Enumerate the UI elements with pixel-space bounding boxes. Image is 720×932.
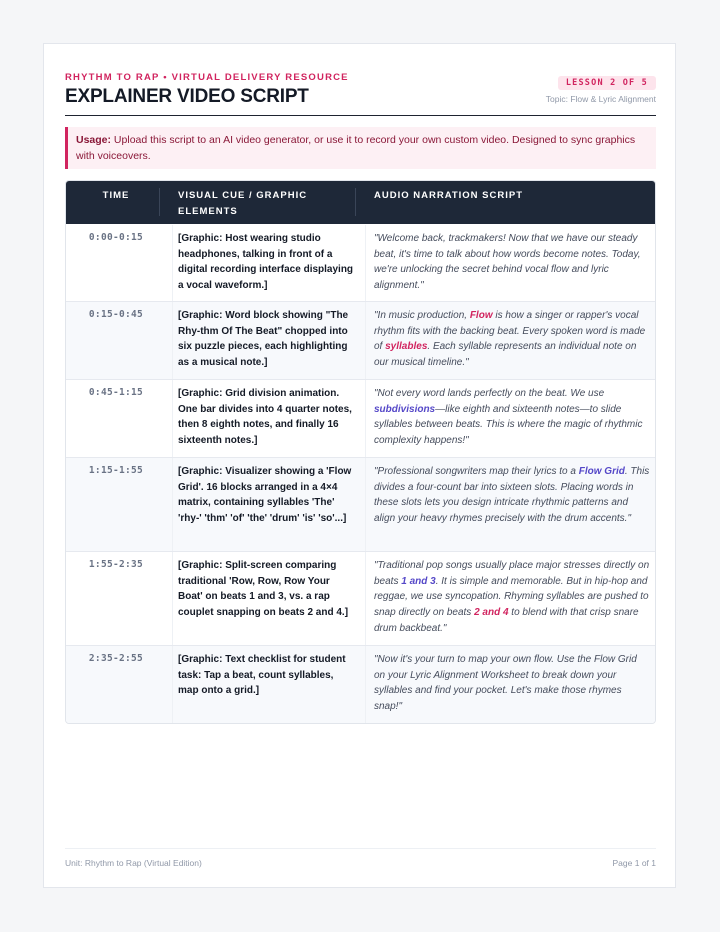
- time-cell: 0:15-0:45: [88, 309, 144, 320]
- table-row: [66, 302, 656, 380]
- cell-divider: [365, 552, 366, 646]
- topic-label: Topic: Flow & Lyric Alignment: [545, 94, 656, 104]
- visual-cue-cell: [Graphic: Visualizer showing a 'Flow Grid'. 16 blocks arranged in a 4×4 matrix, containing syllables 'The' 'rhy-' 'thm' 'of' 'the' 'drum' 'is' 'so'...]: [178, 466, 352, 525]
- table-row: [66, 380, 656, 458]
- footer-divider: [65, 848, 656, 849]
- narration-text: is how a singer or rapper's vocal rhythm fits with the backing beat. Every spoken word is made of: [374, 310, 646, 353]
- narration-text: . It is simple and memorable. But in hip-hop and reggae, we use syncopation. Rhyming syllables are pushed to snap directly on beats: [374, 575, 649, 619]
- time-cell: 1:55-2:35: [88, 559, 144, 570]
- narration-text: "Professional songwriters map their lyrics to a: [374, 466, 579, 477]
- narration-text: "Traditional pop songs usually place major stresses directly on beats: [374, 560, 650, 587]
- kicker: RHYTHM TO RAP • VIRTUAL DELIVERY RESOURCE: [65, 72, 349, 83]
- header-time: TIME: [102, 190, 130, 201]
- cell-divider: [172, 646, 173, 724]
- narration-cell: [374, 231, 650, 294]
- visual-cue-cell: [Graphic: Split-screen comparing traditional 'Row, Row, Row Your Boat' on beats 1 and 3, vs. a rap couplet snapping on beats 2 and 4.]: [178, 560, 349, 619]
- header-audio: AUDIO NARRATION SCRIPT: [374, 190, 524, 201]
- cell-divider: [365, 380, 366, 458]
- page-title: EXPLAINER VIDEO SCRIPT: [65, 86, 309, 107]
- highlighted-term: subdivisions: [374, 403, 436, 415]
- table-header: [66, 181, 656, 224]
- table-row: [66, 646, 656, 724]
- time-cell: 0:00-0:15: [88, 232, 144, 243]
- usage-label: Usage:: [76, 134, 112, 146]
- highlighted-term: syllables: [385, 341, 428, 353]
- cell-divider: [172, 380, 173, 458]
- narration-text: "Welcome back, trackmakers! Now that we have our steady beat, it's time to talk about how words become notes. Today, we're unlocking the secret behind vocal flow and lyric alignment.": [374, 233, 641, 292]
- highlighted-term: Flow: [469, 310, 493, 321]
- header-divider-2: [355, 188, 356, 216]
- usage-callout: [65, 127, 656, 169]
- visual-cue-cell: [Graphic: Grid division animation. One bar divides into 4 quarter notes, then 8 eighth notes, and finally 16 sixteenth notes.]: [178, 388, 352, 447]
- table-row: [66, 552, 656, 646]
- highlighted-term: 1 and 3: [401, 575, 436, 587]
- cell-divider: [172, 302, 173, 380]
- cell-divider: [365, 458, 366, 552]
- highlighted-term: 2 and 4: [474, 607, 509, 619]
- narration-cell: [374, 386, 650, 449]
- narration-cell: [374, 558, 650, 637]
- cell-divider: [172, 552, 173, 646]
- header-divider-1: [159, 188, 160, 216]
- narration-text: "Not every word lands perfectly on the beat. We use: [374, 388, 605, 399]
- narration-text: . This divides a four-count bar into sixteen slots. Placing words in these slots lets you design intricate rhythmic patterns and align your heavy rhymes precisely with the drum accents.": [374, 466, 650, 525]
- lesson-badge: LESSON 2 OF 5: [558, 76, 656, 90]
- script-table: [65, 180, 656, 724]
- usage-text: Upload this script to an AI video generator, or use it to record your own custom video. Designed to sync graphics with voiceovers.: [76, 134, 636, 162]
- table-row: [66, 458, 656, 552]
- narration-text: to blend with that crisp snare drum backbeat.": [374, 607, 639, 634]
- header-divider: [65, 115, 656, 116]
- cell-divider: [365, 302, 366, 380]
- cell-divider: [172, 458, 173, 552]
- header-visual: VISUAL CUE / GRAPHIC ELEMENTS: [178, 190, 308, 217]
- cell-divider: [172, 225, 173, 302]
- footer-page-number: Page 1 of 1: [612, 858, 656, 868]
- visual-cue-cell: [Graphic: Word block showing "The Rhy-thm Of The Beat" chopped into six puzzle pieces, each highlighting as a musical note.]: [178, 310, 349, 369]
- narration-cell: [374, 652, 650, 715]
- narration-text: . Each syllable represents an individual note on our musical timeline.": [374, 341, 637, 369]
- narration-cell: [374, 308, 650, 371]
- narration-text: "Now it's your turn to map your own flow. Use the Flow Grid on your Lyric Alignment Worksheet to break down your syllables and find your pocket. Let's make those rhymes snap!": [374, 654, 637, 713]
- visual-cue-cell: [Graphic: Host wearing studio headphones, talking in front of a digital recording interface displaying a vocal waveform.]: [178, 233, 354, 292]
- time-cell: 2:35-2:55: [88, 653, 144, 664]
- visual-cue-cell: [Graphic: Text checklist for student task: Tap a beat, count syllables, map onto a grid.]: [178, 654, 346, 697]
- cell-divider: [365, 225, 366, 302]
- time-cell: 1:15-1:55: [88, 465, 144, 476]
- narration-text: "In music production,: [374, 310, 470, 321]
- cell-divider: [365, 646, 366, 724]
- narration-cell: [374, 464, 650, 527]
- footer-unit: Unit: Rhythm to Rap (Virtual Edition): [65, 858, 202, 868]
- document-page: [43, 43, 676, 888]
- highlighted-term: Flow Grid: [578, 466, 625, 477]
- table-row: [66, 225, 656, 302]
- narration-text: —like eighth and sixteenth notes—to slide syllables between beats. This is where the magic of rhythmic complexity happens!": [374, 403, 643, 447]
- time-cell: 0:45-1:15: [88, 387, 144, 398]
